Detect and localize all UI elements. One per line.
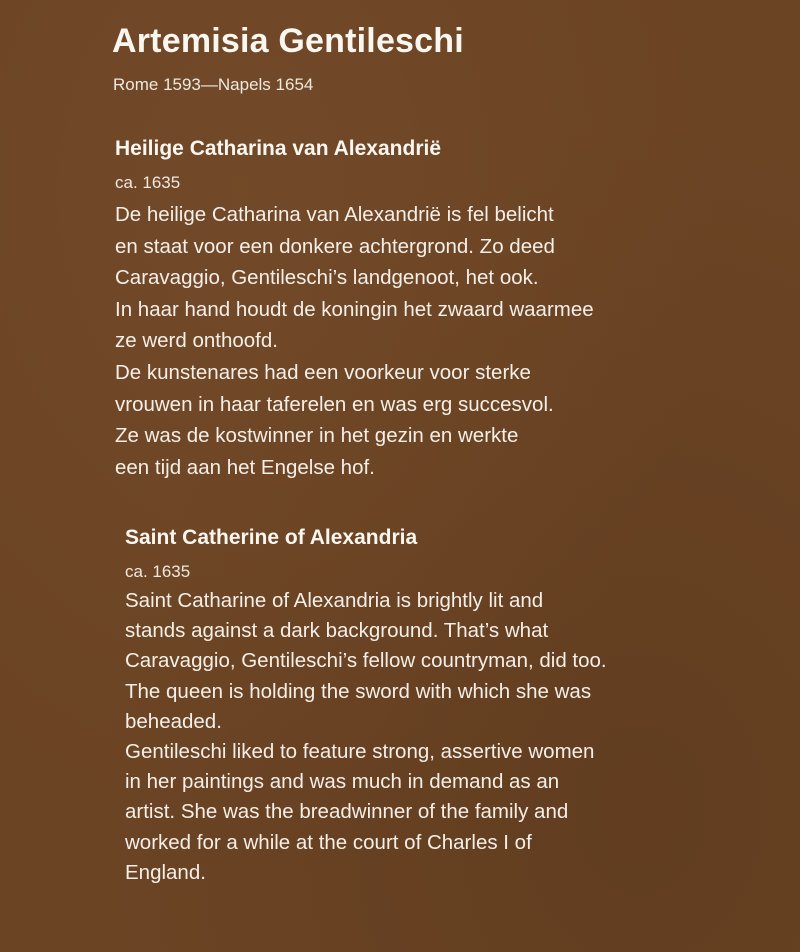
english-description <box>125 586 765 888</box>
dutch-description-line: In haar hand houdt de koningin het zwaard waarmee <box>115 297 594 321</box>
dutch-description <box>115 199 755 483</box>
english-work-title: Saint Catherine of Alexandria <box>125 526 418 549</box>
dutch-description-line: Caravaggio, Gentileschi’s landgenoot, het ook. <box>115 266 539 290</box>
dutch-description-line: vrouwen in haar taferelen en was erg succesvol. <box>115 392 554 416</box>
dutch-description-line: en staat voor een donkere achtergrond. Zo deed <box>115 234 555 258</box>
dutch-description-line: Ze was de kostwinner in het gezin en werkte <box>115 424 519 448</box>
dutch-section <box>115 135 755 483</box>
english-description-line: artist. She was the breadwinner of the family and <box>125 800 569 824</box>
english-description-line: Saint Catharine of Alexandria is brightly lit and <box>125 589 544 612</box>
english-description-line: stands against a dark background. That’s what <box>125 619 549 643</box>
artist-dates: Rome 1593—Napels 1654 <box>113 75 314 94</box>
dutch-description-line: ze werd onthoofd. <box>115 329 278 353</box>
dutch-description-line: De kunstenares had een voorkeur voor sterke <box>115 360 531 384</box>
dutch-description-line: De heilige Catharina van Alexandrië is fel belicht <box>115 203 554 226</box>
dutch-work-title: Heilige Catharina van Alexandrië <box>115 137 442 160</box>
english-description-line: The queen is holding the sword with which she was <box>125 679 592 703</box>
english-description-line: England. <box>125 860 206 884</box>
dutch-work-date: ca. 1635 <box>115 173 181 192</box>
english-description-line: in her paintings and was much in demand as an <box>125 770 560 794</box>
english-section <box>125 524 765 888</box>
english-description-line: worked for a while at the court of Charles I of <box>125 830 532 854</box>
dutch-description-line: een tijd aan het Engelse hof. <box>115 455 375 479</box>
english-description-line: Caravaggio, Gentileschi’s fellow countryman, did too. <box>125 649 607 673</box>
artist-name: Artemisia Gentileschi <box>112 22 464 60</box>
english-description-line: beheaded. <box>125 709 222 733</box>
english-work-date: ca. 1635 <box>125 562 191 581</box>
english-description-line: Gentileschi liked to feature strong, assertive women <box>125 740 595 764</box>
